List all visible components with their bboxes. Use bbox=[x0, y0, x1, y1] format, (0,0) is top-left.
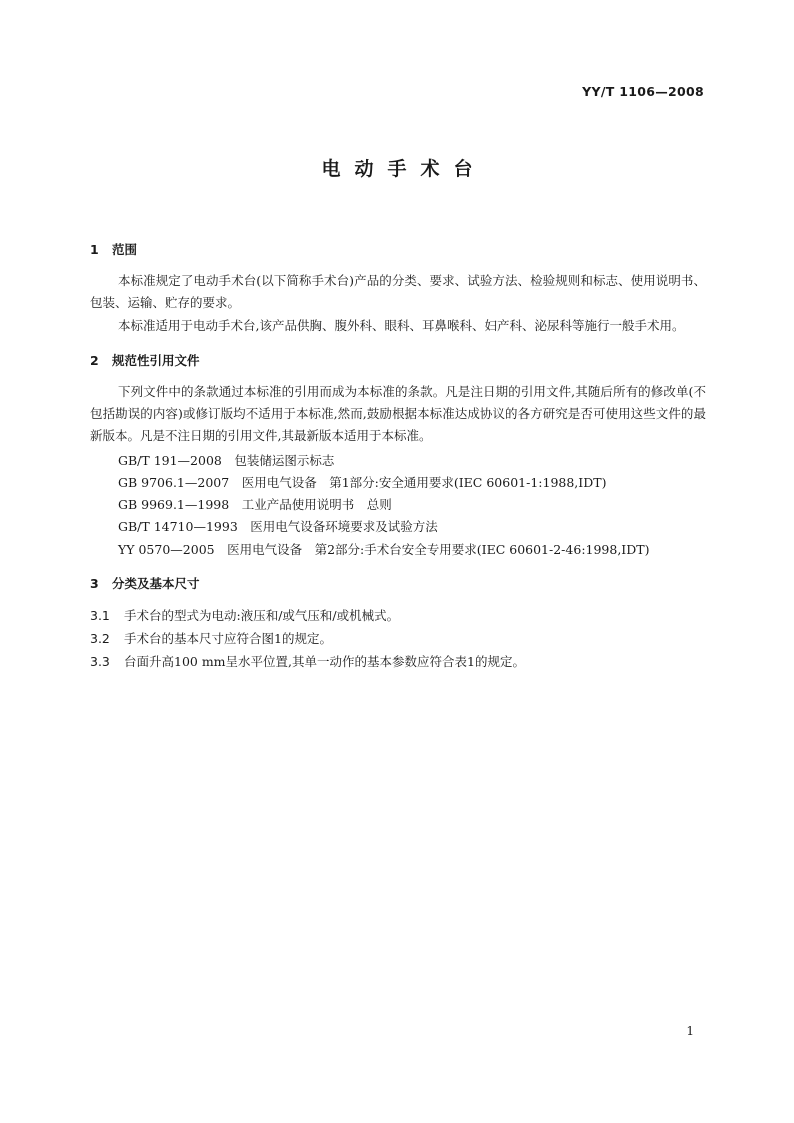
clause-text: 手术台的型式为电动:液压和/或气压和/或机械式。 bbox=[124, 608, 400, 623]
clause-number: 3.3 bbox=[90, 654, 110, 669]
clause-3-1 bbox=[90, 606, 399, 624]
section-title: 规范性引用文件 bbox=[112, 353, 200, 368]
reference-item: YY 0570—2005 医用电气设备 第2部分:手术台安全专用要求(IEC 60601-2-46:1998,IDT) bbox=[118, 542, 650, 557]
clause-number: 3.1 bbox=[90, 608, 110, 623]
section-number: 3 bbox=[90, 576, 99, 591]
clause-text: 手术台的基本尺寸应符合图1的规定。 bbox=[124, 631, 332, 646]
section-title: 分类及基本尺寸 bbox=[112, 576, 200, 591]
section-1-heading bbox=[90, 240, 137, 258]
section-number: 2 bbox=[90, 353, 99, 368]
section-2-heading bbox=[90, 351, 200, 369]
document-title: 电动手术台 bbox=[321, 158, 487, 180]
page-number: 1 bbox=[686, 1024, 694, 1038]
clause-3-3 bbox=[90, 652, 525, 670]
section-2-paragraph: 下列文件中的条款通过本标准的引用而成为本标准的条款。凡是注日期的引用文件,其随后所有的修改单(不包括勘误的内容)或修订版均不适用于本标准,然而,鼓励根据本标准达成协议的各方研究是否可使用这些文件的最新版本。凡是不注日期的引用文件,其最新版本适用于本标准。 bbox=[90, 384, 706, 443]
section-1-paragraph-2: 本标准适用于电动手术台,该产品供胸、腹外科、眼科、耳鼻喉科、妇产科、泌尿科等施行一般手术用。 bbox=[118, 318, 685, 333]
standard-code: YY/T 1106—2008 bbox=[582, 84, 704, 99]
reference-item: GB/T 14710—1993 医用电气设备环境要求及试验方法 bbox=[118, 519, 438, 534]
reference-item: GB 9969.1—1998 工业产品使用说明书 总则 bbox=[118, 497, 392, 512]
section-3-heading bbox=[90, 574, 200, 592]
clause-3-2 bbox=[90, 629, 332, 647]
reference-item: GB/T 191—2008 包装储运图示标志 bbox=[118, 453, 335, 468]
clause-text: 台面升高100 mm呈水平位置,其单一动作的基本参数应符合表1的规定。 bbox=[124, 654, 525, 669]
section-1-paragraph-1: 本标准规定了电动手术台(以下简称手术台)产品的分类、要求、试验方法、检验规则和标志、使用说明书、包装、运输、贮存的要求。 bbox=[90, 273, 706, 310]
clause-number: 3.2 bbox=[90, 631, 110, 646]
section-number: 1 bbox=[90, 242, 99, 257]
reference-item: GB 9706.1—2007 医用电气设备 第1部分:安全通用要求(IEC 60601-1:1988,IDT) bbox=[118, 475, 607, 490]
section-title: 范围 bbox=[112, 242, 138, 257]
